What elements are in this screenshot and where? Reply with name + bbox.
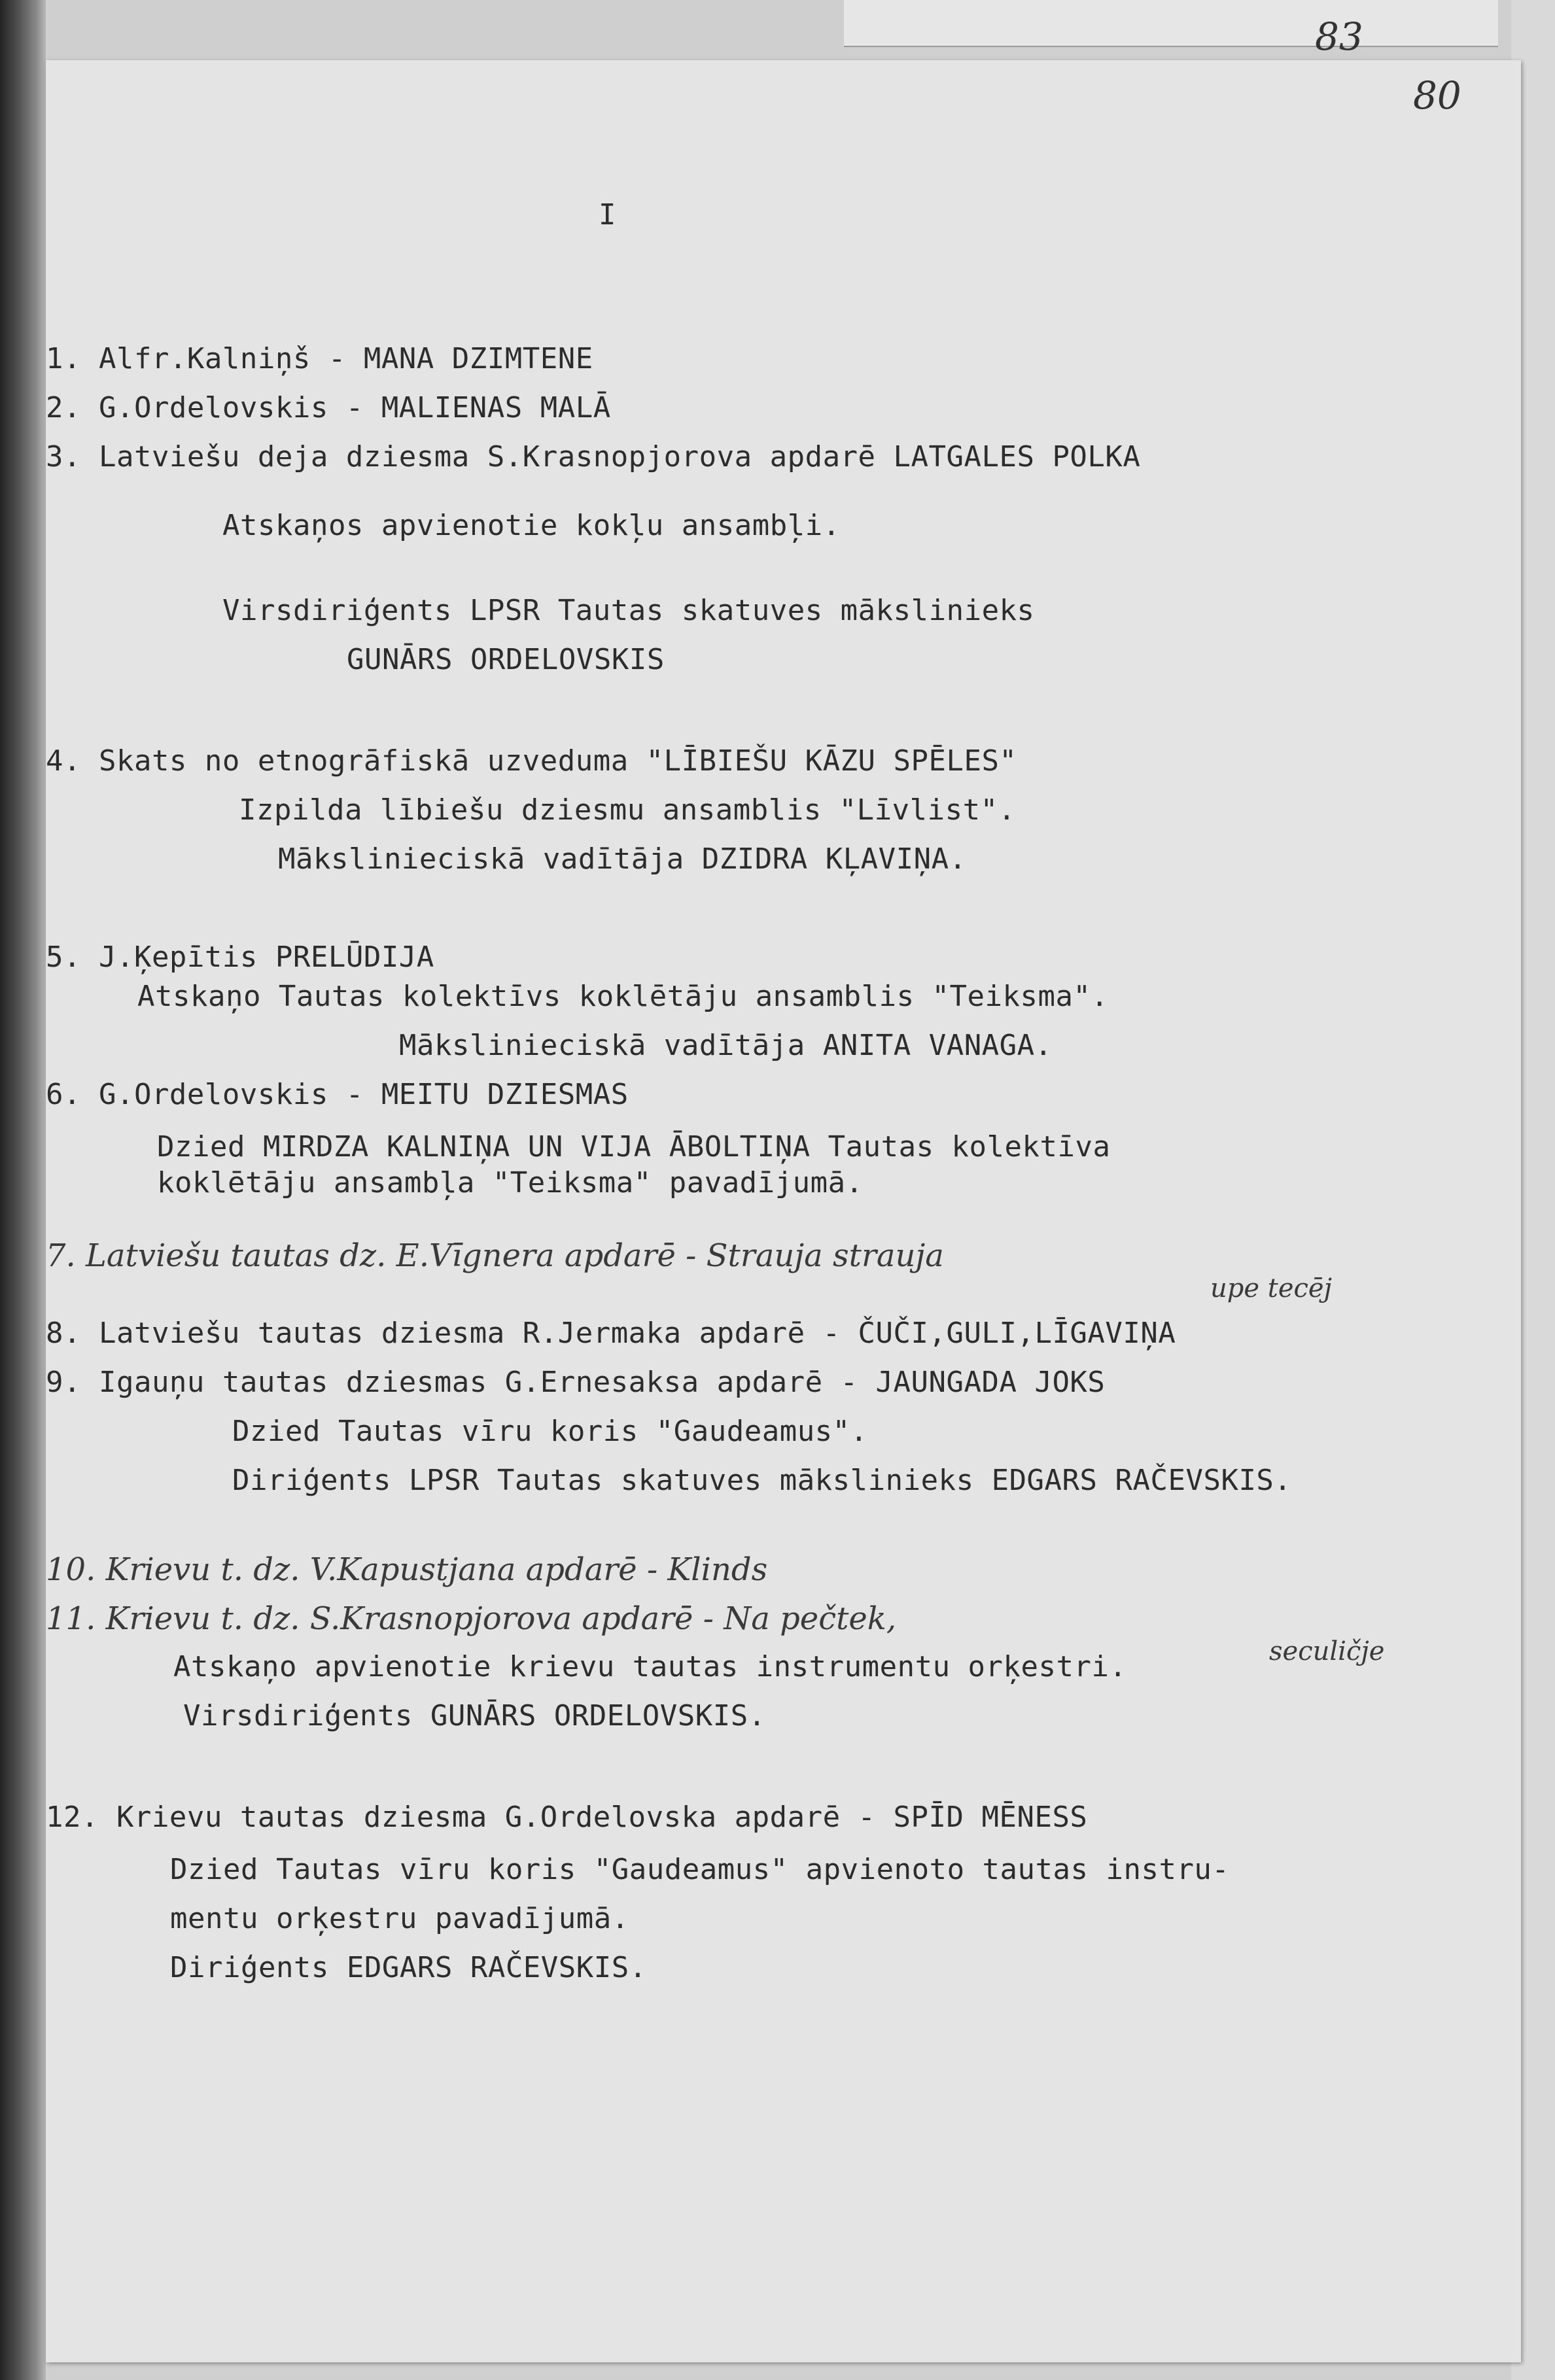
document-page <box>46 60 1521 2362</box>
program-item-5: 5. J.Ķepītis PRELŪDIJA <box>46 940 434 974</box>
archive-number-80: 80 <box>1413 73 1461 118</box>
program-item-3: 3. Latviešu deja dziesma S.Krasnopjorova apdarē LATGALES POLKA <box>46 440 1141 474</box>
conductor-name: GUNĀRS ORDELOVSKIS <box>347 643 665 676</box>
performers-line: Dzied Tautas vīru koris "Gaudeamus" apvienoto tautas instru- <box>170 1853 1230 1886</box>
handwritten-item-7: 7. Latviešu tautas dz. E.Vīgnera apdarē - Strauja strauja <box>46 1237 944 1274</box>
program-item-2: 2. G.Ordelovskis - MALIENAS MALĀ <box>46 391 611 424</box>
performers-line: Dzied MIRDZA KALNIŅA UN VIJA ĀBOLTIŅA Tautas kolektīva <box>157 1130 1111 1164</box>
performers-line: koklētāju ansambļa "Teiksma" pavadījumā. <box>157 1166 864 1199</box>
conductor-title: Virsdiriģents LPSR Tautas skatuves mākslinieks <box>222 594 1035 627</box>
handwritten-item-11-cont: seculičje <box>1269 1636 1385 1666</box>
top-paper-strip <box>844 0 1498 47</box>
handwritten-item-7-cont: upe tecēj <box>1210 1273 1332 1303</box>
program-item-4: 4. Skats no etnogrāfiskā uzveduma "LĪBIEŠU KĀZU SPĒLES" <box>46 744 1017 778</box>
performers-line: Atskaņos apvienotie kokļu ansambļi. <box>222 509 841 542</box>
program-item-6: 6. G.Ordelovskis - MEITU DZIESMAS <box>46 1078 629 1111</box>
handwritten-item-10: 10. Krievu t. dz. V.Kapustjana apdarē - Klinds <box>46 1551 768 1588</box>
performers-line: Atskaņo Tautas kolektīvs koklētāju ansamblis "Teiksma". <box>137 980 1109 1013</box>
performers-line: Izpilda lībiešu dziesmu ansamblis "Līvlist". <box>239 793 1016 827</box>
director-line: Mākslinieciskā vadītāja DZIDRA KĻAVIŅA. <box>278 842 967 876</box>
performers-line: Dzied Tautas vīru koris "Gaudeamus". <box>232 1415 868 1448</box>
conductor-line: Virsdiriģents GUNĀRS ORDELOVSKIS. <box>183 1699 766 1733</box>
performers-line: mentu orķestru pavadījumā. <box>170 1902 629 1935</box>
director-line: Mākslinieciskā vadītāja ANITA VANAGA. <box>399 1029 1053 1062</box>
program-item-9: 9. Igauņu tautas dziesmas G.Ernesaksa apdarē - JAUNGADA JOKS <box>46 1366 1106 1399</box>
performers-line: Atskaņo apvienotie krievu tautas instrumentu orķestri. <box>173 1650 1127 1683</box>
handwritten-item-11: 11. Krievu t. dz. S.Krasnopjorova apdarē - Na pečtek, <box>46 1600 897 1637</box>
program-item-8: 8. Latviešu tautas dziesma R.Jermaka apdarē - ČUČI,GULI,LĪGAVIŅA <box>46 1317 1176 1350</box>
conductor-line: Diriģents EDGARS RAČEVSKIS. <box>170 1951 647 1984</box>
program-item-1: 1. Alfr.Kalniņš - MANA DZIMTENE <box>46 342 593 375</box>
program-item-12: 12. Krievu tautas dziesma G.Ordelovska apdarē - SPĪD MĒNESS <box>46 1801 1088 1834</box>
conductor-line: Diriģents LPSR Tautas skatuves mākslinieks EDGARS RAČEVSKIS. <box>232 1464 1292 1497</box>
binding-edge <box>0 0 46 2380</box>
section-heading: I <box>599 198 616 232</box>
archive-number-83: 83 <box>1315 14 1363 59</box>
